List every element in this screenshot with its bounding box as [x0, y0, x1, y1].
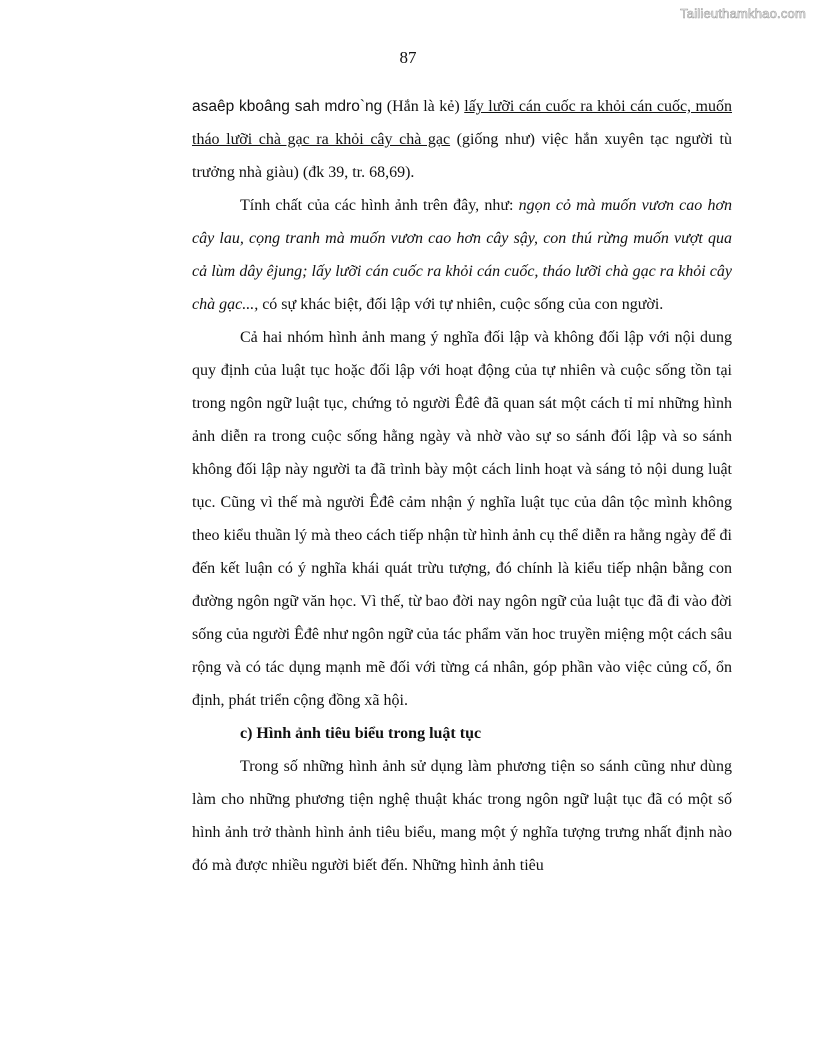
- underlined-text: lấy lưỡi cán cuốc ra khỏi cán cuốc, muốn tháo lưỡi chà gạc ra khỏi cây chà gạc: [192, 98, 732, 148]
- text-run: có sự khác biệt, đối lập với tự nhiên, cuộc sống của con người.: [258, 296, 664, 313]
- text-run: Tính chất của các hình ảnh trên đây, như:: [240, 197, 519, 214]
- document-body: [192, 90, 732, 882]
- text-run: (Hắn là kẻ): [382, 98, 465, 115]
- paragraph: Cả hai nhóm hình ảnh mang ý nghĩa đối lập và không đối lập với nội dung quy định của luật tục hoặc đối lập với hoạt động của tự nhiên và cuộc sống tồn tại trong ngôn ngữ luật tục, chứng tỏ người Êđê đã quan sát một cách tỉ mỉ những hình ảnh diễn ra trong cuộc sống hằng ngày và nhờ vào sự so sánh đối lập và so sánh không đối lập này người ta đã trình bày một cách linh hoạt và sáng tỏ nội dung luật tục. Cũng vì thế mà người Êđê cảm nhận ý nghĩa luật tục của dân tộc mình không theo kiểu thuần lý mà theo cách tiếp nhận từ hình ảnh cụ thể diễn ra hằng ngày để đi đến kết luận có ý nghĩa khái quát trừu tượng, đó chính là kiểu tiếp nhận bằng con đường ngôn ngữ văn học. Vì thế, từ bao đời nay ngôn ngữ của luật tục đã đi vào đời sống của người Êđê như ngôn ngữ của tác phẩm văn hoc truyền miệng một cách sâu rộng và có tác dụng mạnh mẽ đối với từng cá nhân, góp phần vào việc củng cố, ổn định, phát triển cộng đồng xã hội.: [192, 329, 732, 709]
- paragraph: [192, 189, 732, 321]
- text-run: (giống như) việc hắn xuyên tạc người tù trưởng nhà giàu) (đk 39, tr. 68,69).: [192, 131, 732, 181]
- page-number: 87: [399, 48, 417, 67]
- ede-text: asaêp kboâng sah mdro`ng: [192, 98, 383, 115]
- paragraph: Trong số những hình ảnh sử dụng làm phương tiện so sánh cũng như dùng làm cho những phương tiện nghệ thuật khác trong ngôn ngữ luật tục đã có một số hình ảnh trở thành hình ảnh tiêu biểu, mang một ý nghĩa tượng trưng nhất định nào đó mà được nhiều người biết đến. Những hình ảnh tiêu: [192, 758, 732, 874]
- paragraph-quote-continuation: [192, 90, 732, 189]
- watermark-text: Tailieuthamkhao.com: [680, 6, 806, 21]
- section-heading: c) Hình ảnh tiêu biểu trong luật tục: [240, 725, 482, 742]
- italic-text: ngọn cỏ mà muốn vươn cao hơn cây lau, cọng tranh mà muốn vươn cao hơn cây sậy, con thú rừng muốn vượt qua cả lùm dây êjung; lấy lưỡi cán cuốc ra khỏi cán cuốc, tháo lưỡi chà gạc ra khỏi cây chà gạc...,: [192, 197, 732, 313]
